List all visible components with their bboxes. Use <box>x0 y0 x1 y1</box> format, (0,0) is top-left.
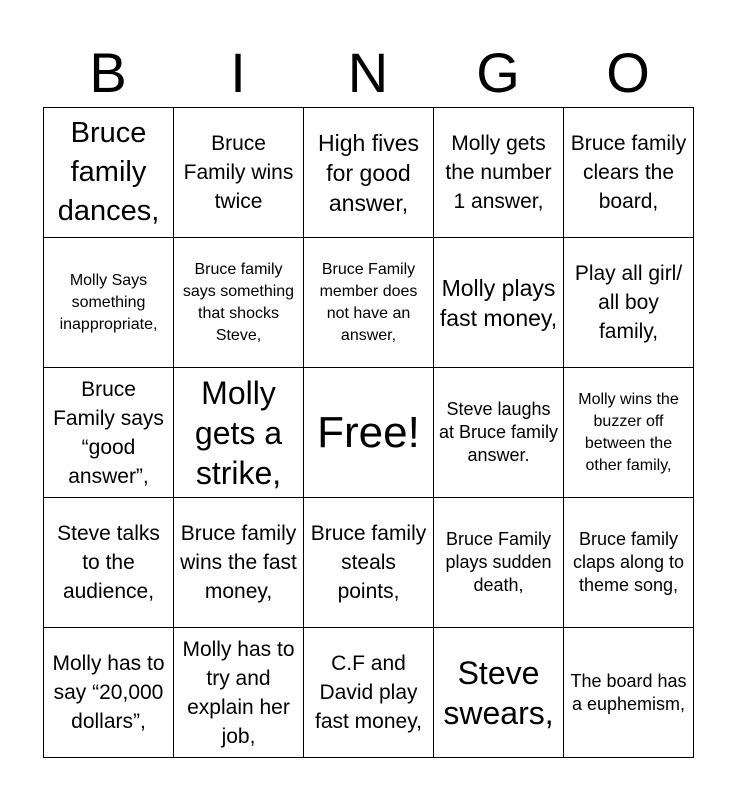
bingo-cell[interactable]: Bruce family says something that shocks Steve, <box>174 238 304 368</box>
bingo-cell[interactable]: High fives for good answer, <box>304 108 434 238</box>
bingo-cell[interactable]: Steve talks to the audience, <box>44 498 174 628</box>
bingo-cell[interactable]: Molly gets the number 1 answer, <box>434 108 564 238</box>
bingo-cell[interactable]: Molly plays fast money, <box>434 238 564 368</box>
free-space[interactable]: Free! <box>304 368 434 498</box>
bingo-cell[interactable]: C.F and David play fast money, <box>304 628 434 758</box>
bingo-cell[interactable]: Molly Says something inappropriate, <box>44 238 174 368</box>
bingo-cell[interactable]: Steve swears, <box>434 628 564 758</box>
bingo-cell[interactable]: Bruce family wins the fast money, <box>174 498 304 628</box>
bingo-cell[interactable]: Bruce Family wins twice <box>174 108 304 238</box>
bingo-board <box>43 107 694 758</box>
bingo-cell[interactable]: Bruce Family says “good answer”, <box>44 368 174 498</box>
bingo-cell[interactable]: Bruce family claps along to theme song, <box>564 498 694 628</box>
bingo-cell[interactable]: Molly gets a strike, <box>174 368 304 498</box>
bingo-header <box>43 40 693 106</box>
header-letter-b: B <box>89 41 127 104</box>
board-row <box>44 628 694 758</box>
bingo-cell[interactable]: The board has a euphemism, <box>564 628 694 758</box>
bingo-cell[interactable]: Steve laughs at Bruce family answer. <box>434 368 564 498</box>
header-letter-o: O <box>606 41 650 104</box>
bingo-cell[interactable]: Bruce family dances, <box>44 108 174 238</box>
bingo-cell[interactable]: Molly wins the buzzer off between the other family, <box>564 368 694 498</box>
bingo-cell[interactable]: Molly has to say “20,000 dollars”, <box>44 628 174 758</box>
bingo-cell[interactable]: Molly has to try and explain her job, <box>174 628 304 758</box>
header-letter-i: I <box>230 41 246 104</box>
bingo-cell[interactable]: Bruce family steals points, <box>304 498 434 628</box>
bingo-cell[interactable]: Bruce Family member does not have an answer, <box>304 238 434 368</box>
bingo-cell[interactable]: Play all girl/ all boy family, <box>564 238 694 368</box>
board-row <box>44 108 694 238</box>
bingo-cell[interactable]: Bruce Family plays sudden death, <box>434 498 564 628</box>
header-letter-g: G <box>476 41 520 104</box>
board-row <box>44 498 694 628</box>
board-row <box>44 238 694 368</box>
board-row <box>44 368 694 498</box>
bingo-cell[interactable]: Bruce family clears the board, <box>564 108 694 238</box>
header-letter-n: N <box>347 41 389 104</box>
